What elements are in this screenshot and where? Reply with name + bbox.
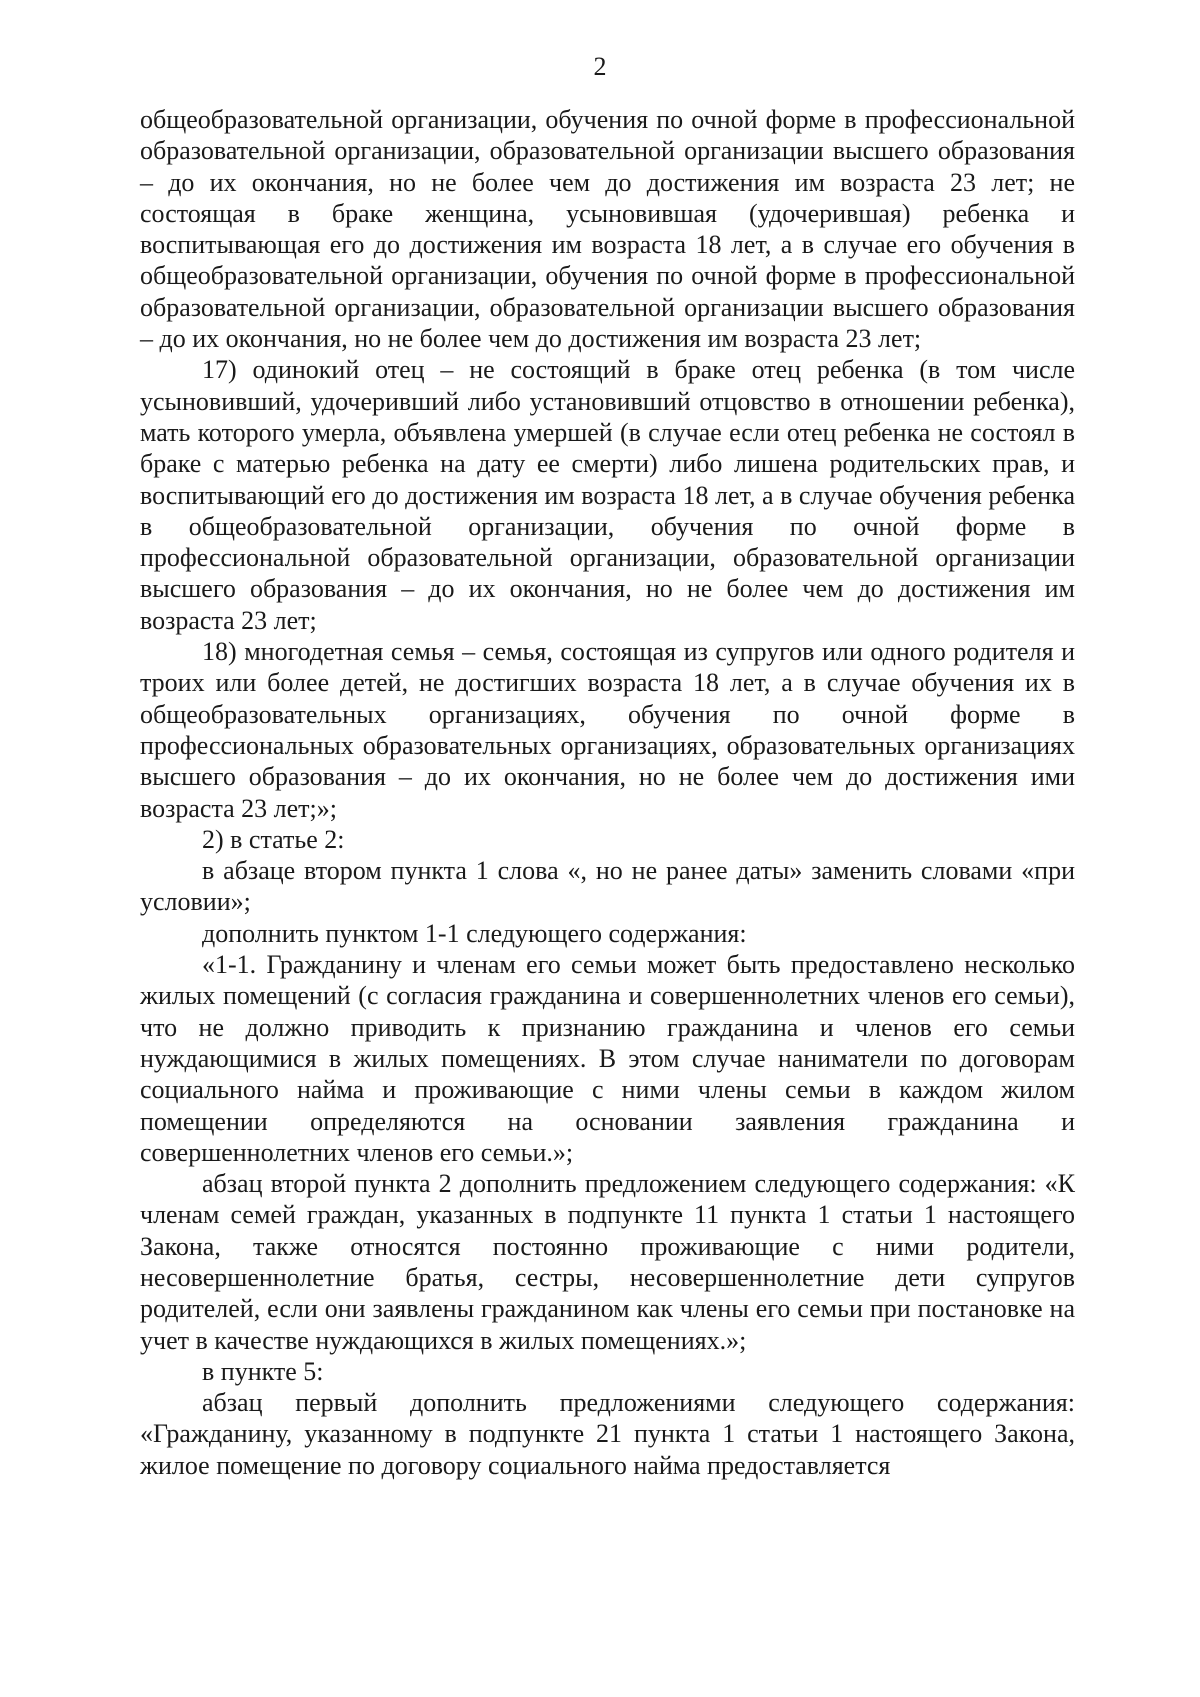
- paragraph-article-2: 2) в статье 2:: [202, 824, 345, 854]
- paragraph-item-17: 17) одинокий отец – не состоящий в браке отец ребенка (в том числе усыновивший, удочеривший либо установивший отцовство в отношении ребенка), мать которого умерла, объявлена умершей (в случае если отец ребенка не состоял в браке с матерью ребенка на дату ее смерти) либо лишена родительских прав, и воспитывающий его до достижения им возраста 18 лет, а в случае обучения ребенка в общеобразовательной организации, обучения по очной форме в профессиональной образовательной организации, образовательной организации высшего образования – до их окончания, но не более чем до достижения им возраста 23 лет;: [140, 355, 1075, 635]
- paragraph-item-18: 18) многодетная семья – семья, состоящая из супругов или одного родителя и троих или более детей, не достигших возраста 18 лет, а в случае обучения их в общеобразовательных организациях, обучения по очной форме в профессиональных образовательных организациях, образовательных организациях высшего образования – до их окончания, но не более чем до достижения ими возраста 23 лет;»;: [140, 637, 1075, 823]
- paragraph-point-5: в пункте 5:: [202, 1356, 324, 1386]
- paragraph-point-1-1-text: «1-1. Гражданину и членам его семьи может быть предоставлено несколько жилых помещений (с согласия гражданина и совершеннолетних членов его семьи), что не должно приводить к признанию гражданина и членов его семьи нуждающимися в жилых помещениях. В этом случае наниматели по договорам социального найма и проживающие с ними члены семьи в каждом жилом помещении определяются на основании заявления гражданина и совершеннолетних членов его семьи.»;: [140, 950, 1075, 1167]
- document-body: [140, 104, 1075, 1481]
- paragraph-amend-point-2: абзац второй пункта 2 дополнить предложением следующего содержания: «К членам семей граждан, указанных в подпункте 11 пункта 1 статьи 1 настоящего Закона, также относятся постоянно проживающие с ними родители, несовершеннолетние братья, сестры, несовершеннолетние дети супругов родителей, если они заявлены гражданином как члены его семьи при постановке на учет в качестве нуждающихся в жилых помещениях.»;: [140, 1169, 1075, 1355]
- paragraph-amend-point-1: в абзаце втором пункта 1 слова «, но не ранее даты» заменить словами «при условии»;: [140, 856, 1075, 917]
- page-number: 2: [593, 52, 607, 81]
- paragraph-add-point-1-1: дополнить пунктом 1-1 следующего содержания:: [202, 918, 747, 948]
- paragraph-point-5-amend: абзац первый дополнить предложениями следующего содержания: «Гражданину, указанному в подпункте 21 пункта 1 статьи 1 настоящего Закона, жилое помещение по договору социального найма предоставляется: [140, 1388, 1075, 1480]
- paragraph-continuation: общеобразовательной организации, обучения по очной форме в профессиональной образовательной организации, образовательной организации высшего образования – до их окончания, но не более чем до достижения им возраста 23 лет; не состоящая в браке женщина, усыновившая (удочерившая) ребенка и воспитывающая его до достижения им возраста 18 лет, а в случае его обучения в общеобразовательной организации, обучения по очной форме в профессиональной образовательной организации, образовательной организации высшего образования – до их окончания, но не более чем до достижения им возраста 23 лет;: [140, 105, 1075, 354]
